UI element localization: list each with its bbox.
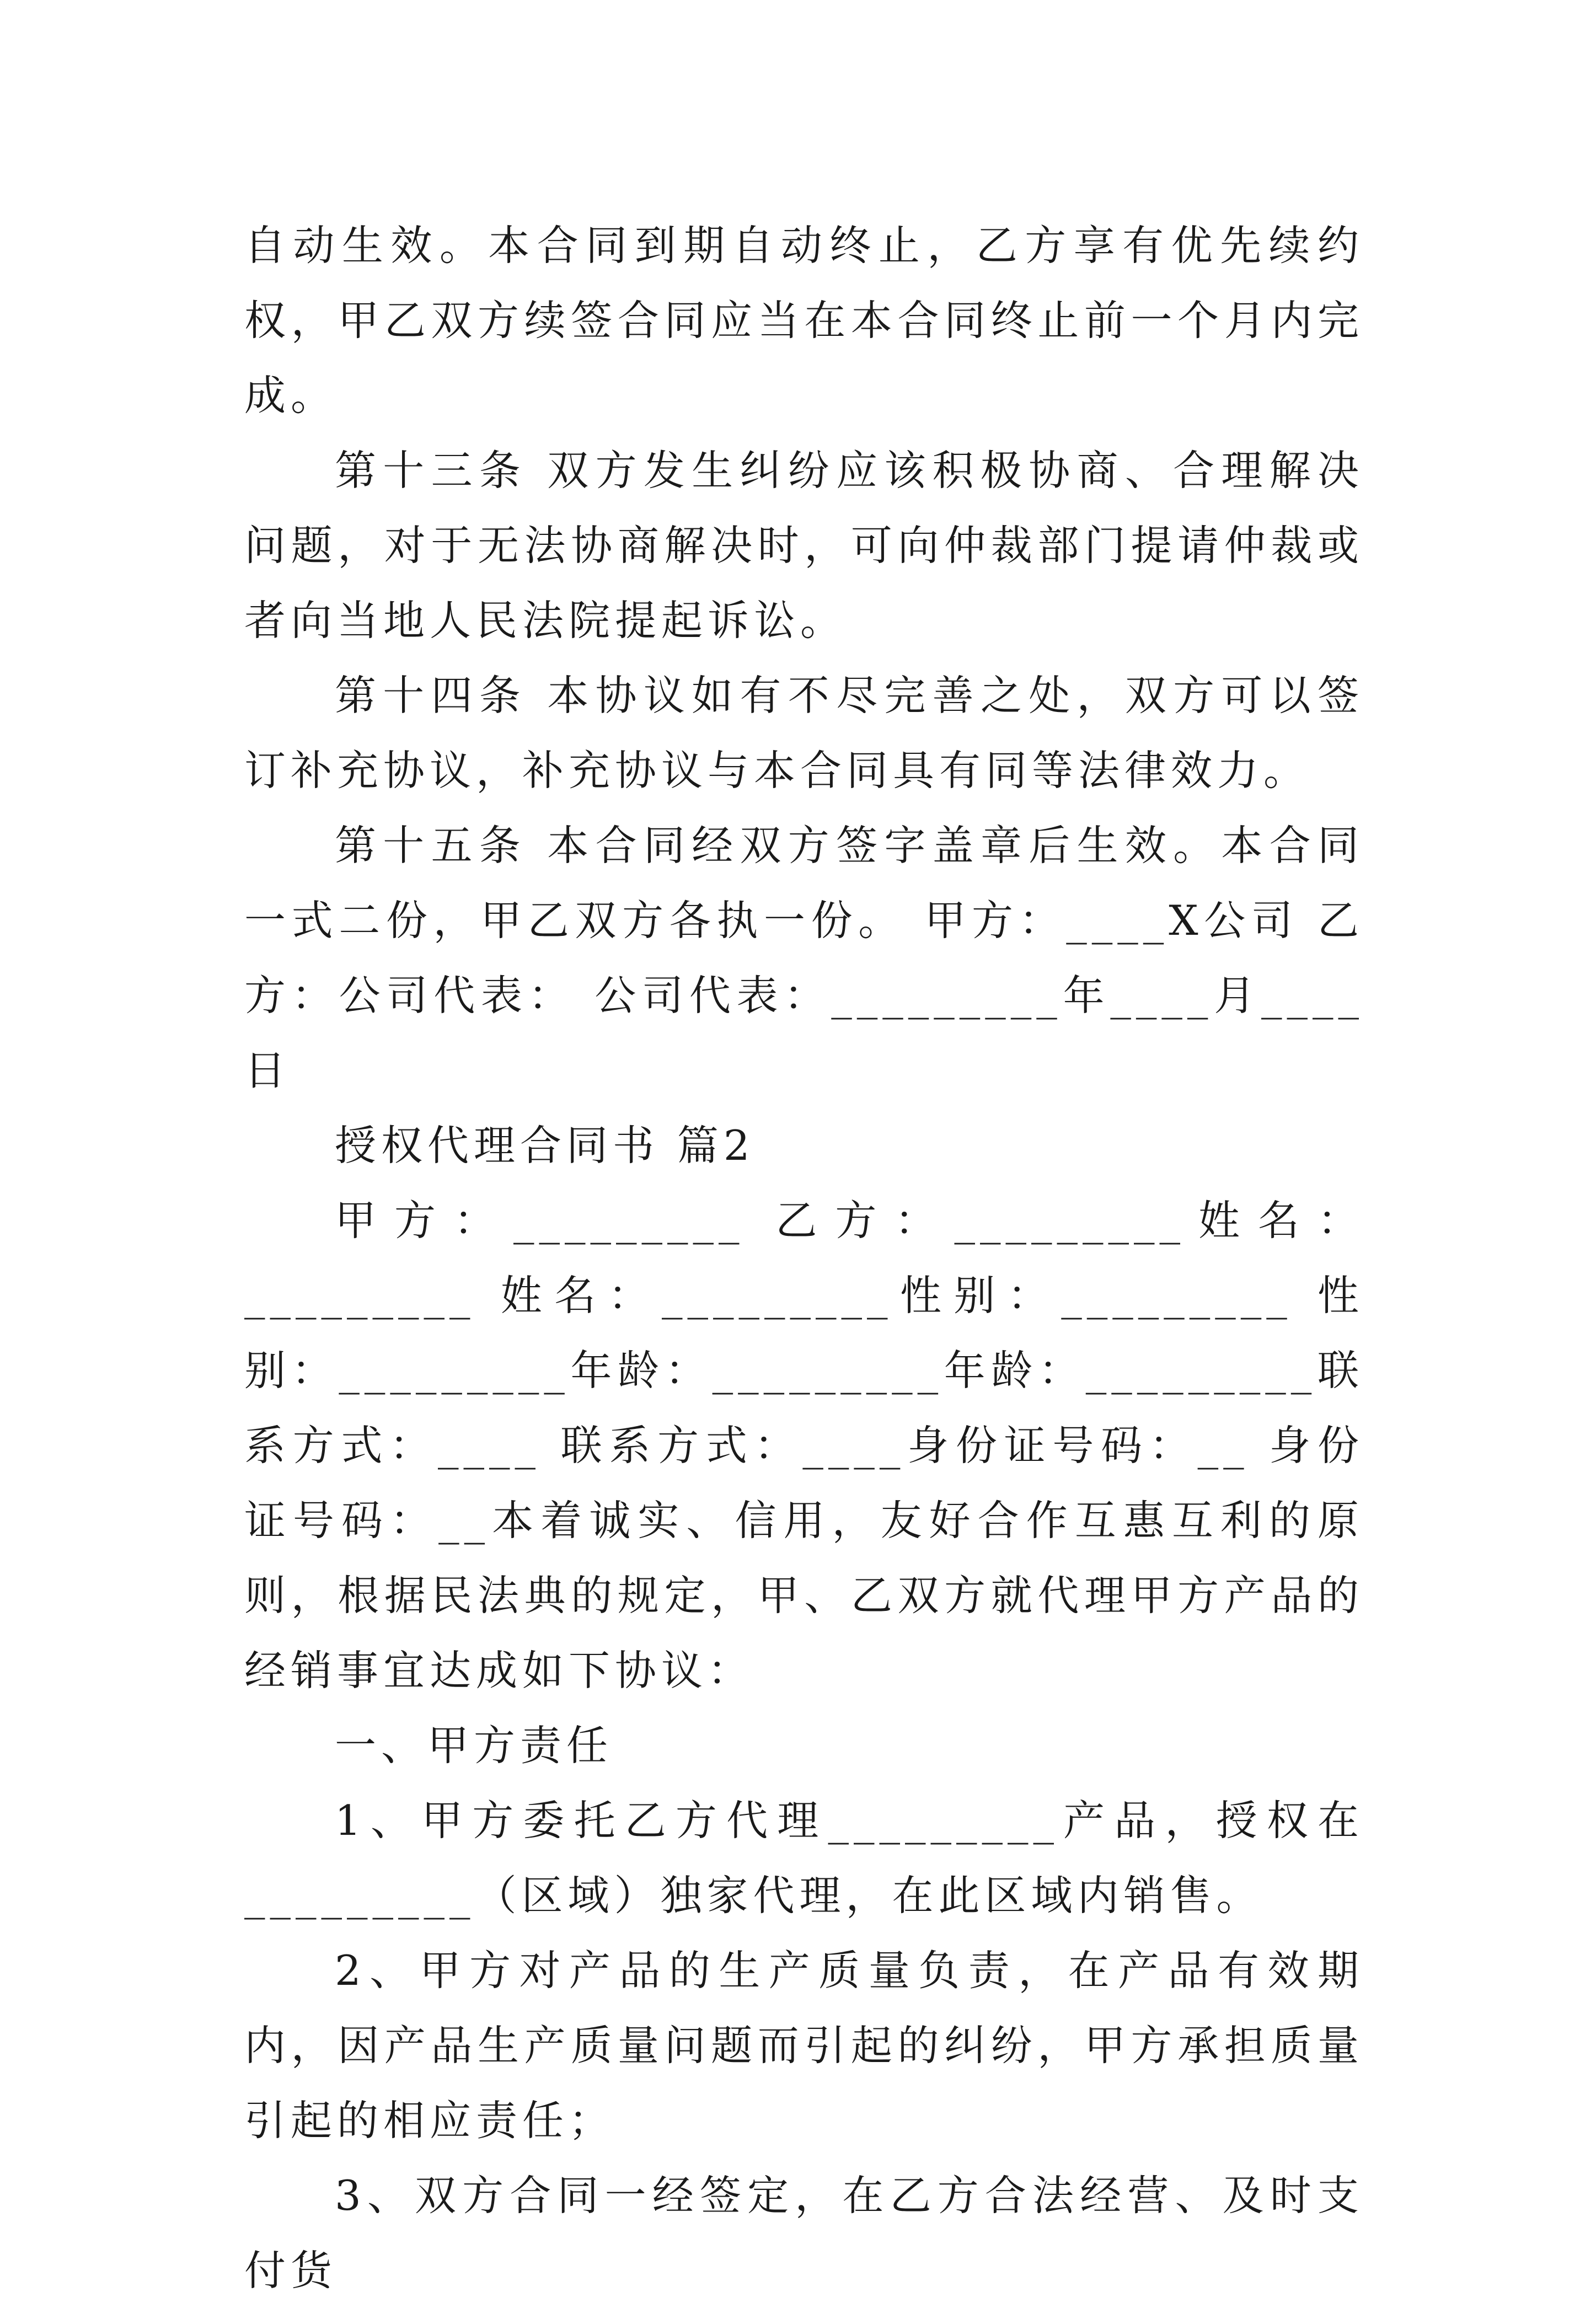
clause-1: 1、甲方委托乙方代理_________产品，授权在_________（区域）独家代理，在此区域内销售。 — [244, 1796, 1364, 1920]
paragraph-article-15: 第十五条 本合同经双方签字盖章后生效。本合同一式二份，甲乙双方各执一份。 甲方：____X公司 乙方：公司代表： 公司代表：_________年____月____日 — [244, 821, 1364, 1095]
clause-3: 3、双方合同一经签定，在乙方合法经营、及时支付货 — [244, 2171, 1364, 2295]
paragraph-article-14: 第十四条 本协议如有不尽完善之处，双方可以签订补充协议，补充协议与本合同具有同等法律效力。 — [244, 671, 1364, 795]
section-title: 授权代理合同书 篇2 — [335, 1121, 755, 1170]
paragraph-1: 自动生效。本合同到期自动终止，乙方享有优先续约权，甲乙双方续签合同应当在本合同终止前一个月内完成。 — [244, 221, 1364, 420]
paragraph-parties: 甲方：_________ 乙方：_________姓名：_________ 姓名：_________性别：_________ 性别：_________年龄：_________年龄：_________联系方式：____ 联系方式：____身份证号码：__ 身份证号码：__本着诚实、信用，友好合作互惠互利的原则，根据民法典的规定，甲、乙双方就代理甲方产品的经销事宜达成如下协议： — [244, 1196, 1364, 1695]
clause-2: 2、甲方对产品的生产质量负责，在产品有效期内，因产品生产质量问题而引起的纠纷，甲方承担质量引起的相应责任； — [244, 1946, 1364, 2145]
paragraph-article-13: 第十三条 双方发生纠纷应该积极协商、合理解决问题，对于无法协商解决时，可向仲裁部门提请仲裁或者向当地人民法院提起诉讼。 — [244, 446, 1364, 645]
document-body — [244, 208, 1364, 2308]
heading-party-a-duties: 一、甲方责任 — [335, 1721, 613, 1770]
